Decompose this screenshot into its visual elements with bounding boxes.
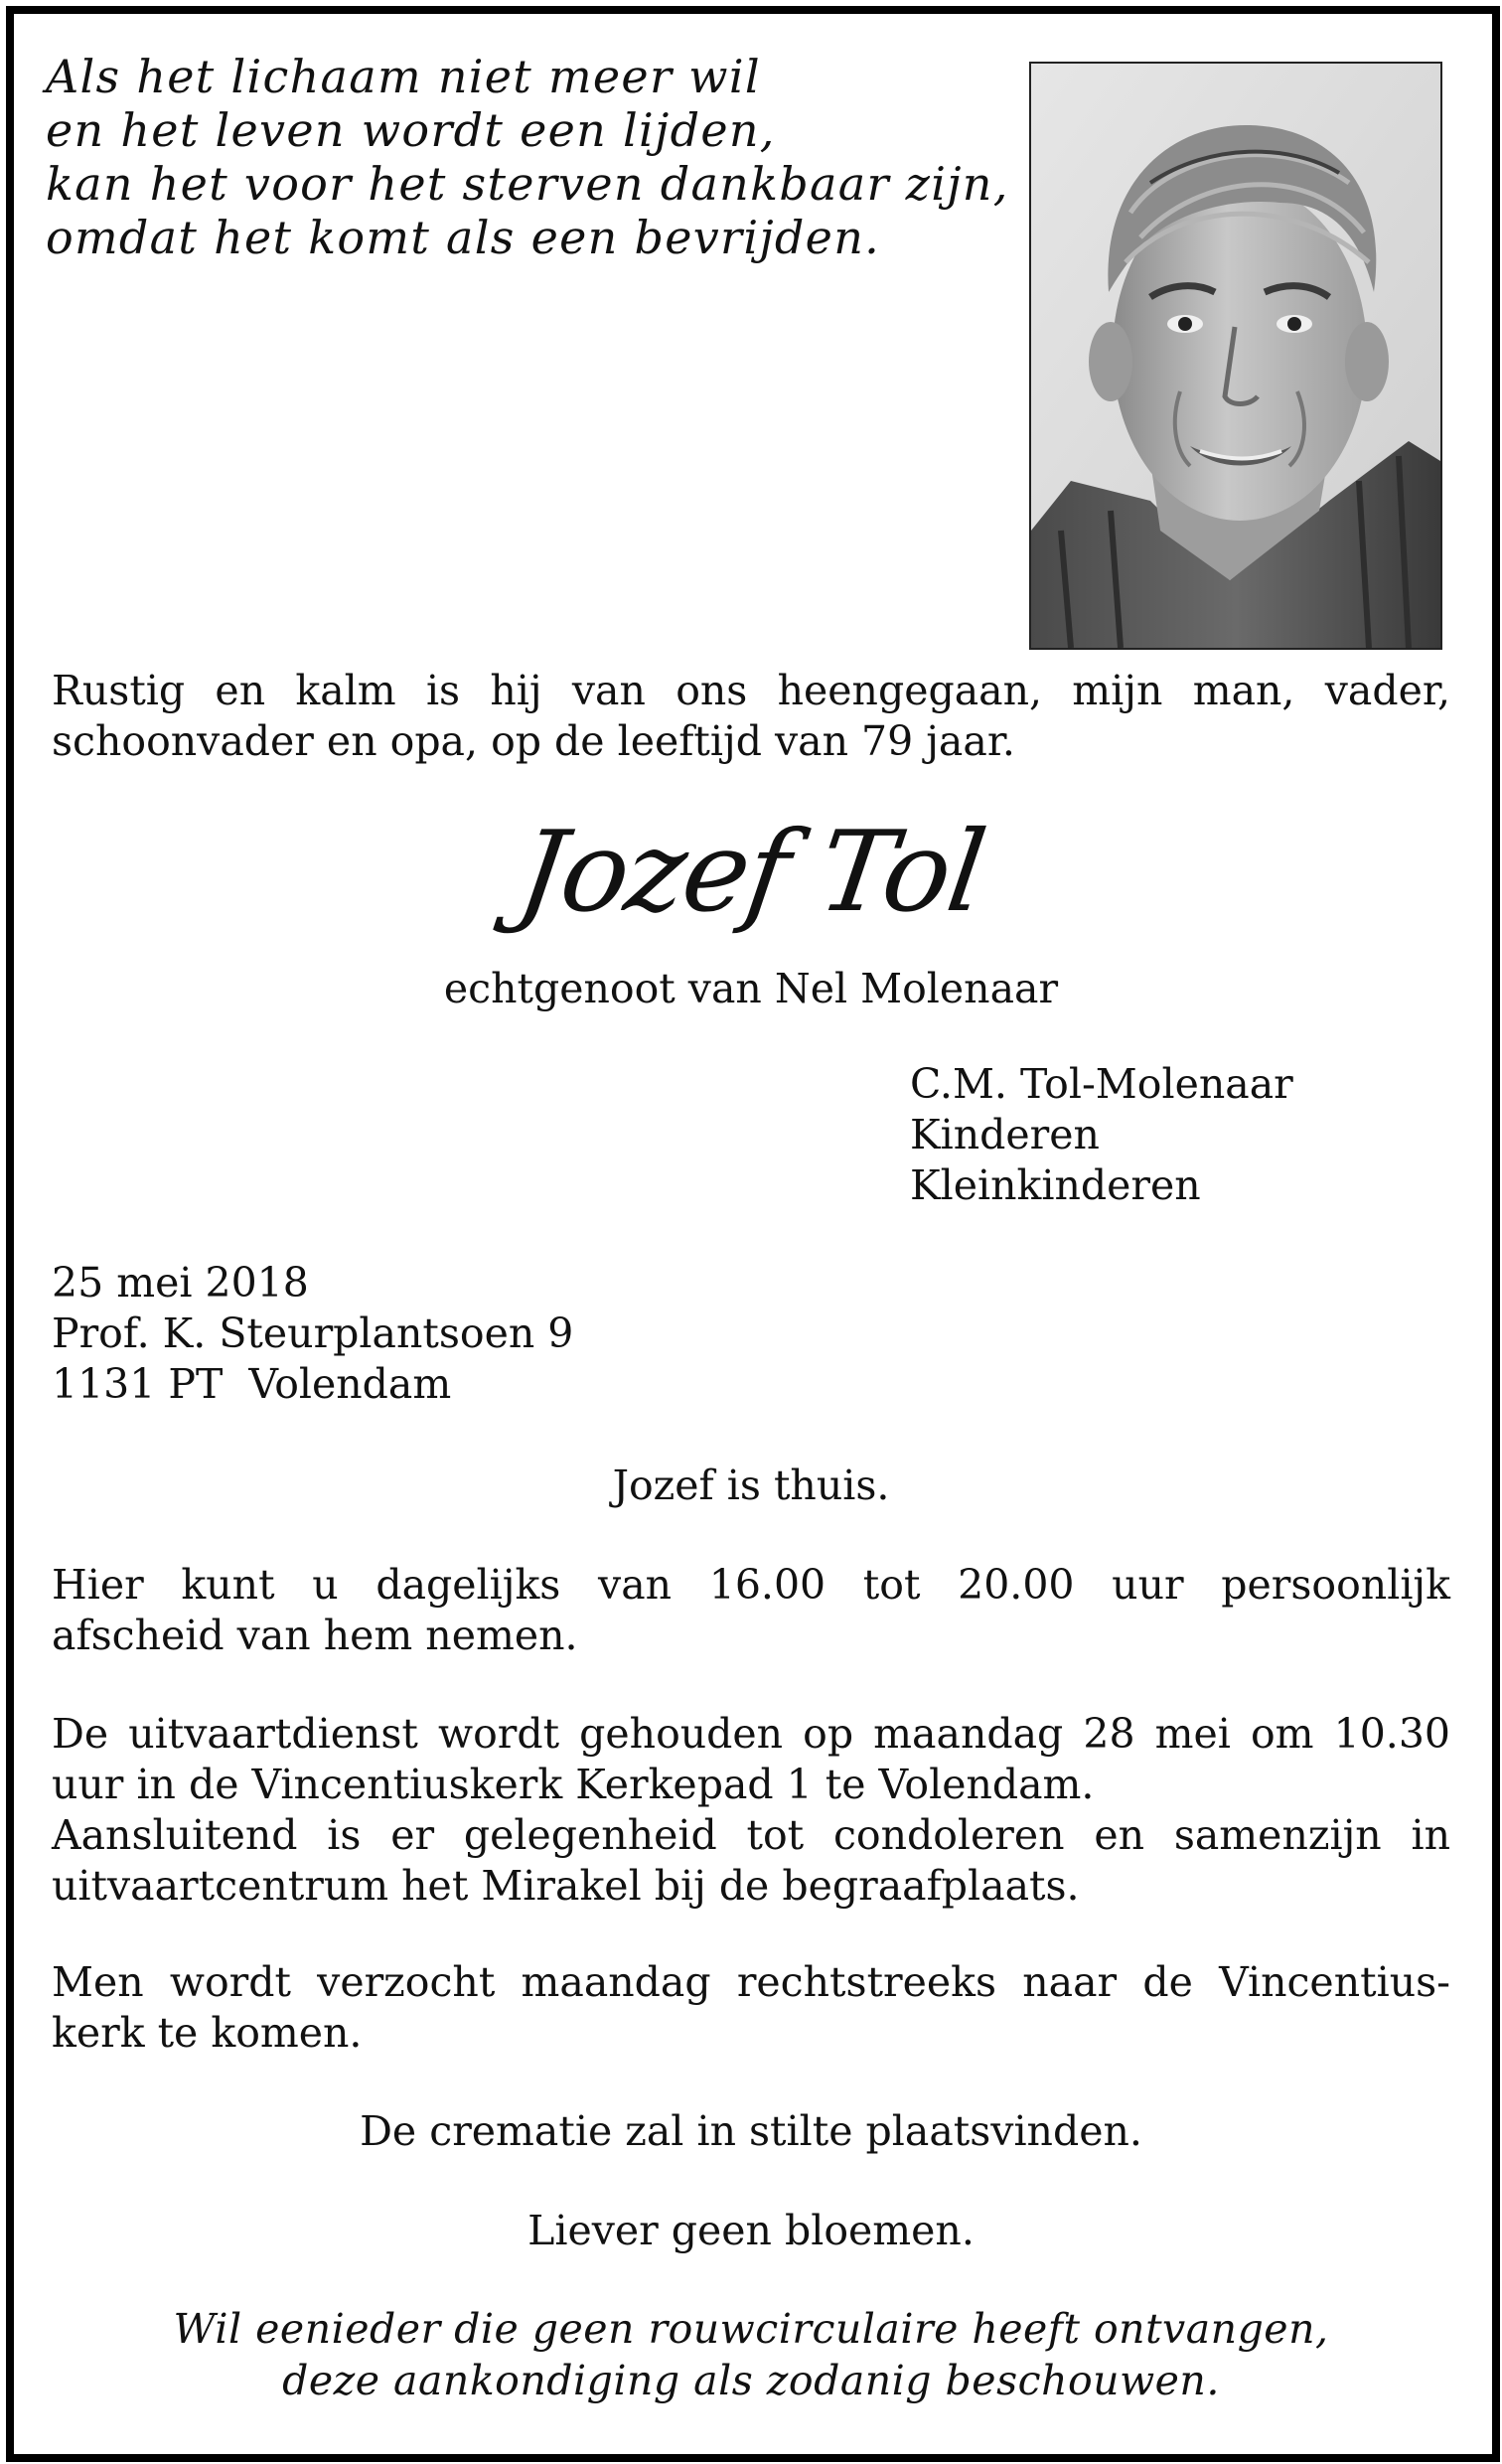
announcement-date: 25 mei 2018 [52, 1259, 309, 1307]
request-paragraph [52, 1957, 1450, 2059]
family-member: Kleinkinderen [910, 1161, 1201, 1209]
family-list [910, 1059, 1293, 1211]
service-paragraph [52, 1709, 1450, 1912]
street-address: Prof. K. Steurplantsoen 9 [52, 1309, 574, 1357]
poem-line: Als het lichaam niet meer wil [46, 50, 761, 103]
service-line: De uitvaartdienst wordt gehouden op maandag 28 mei om 10.30 [52, 1710, 1450, 1758]
flowers-line: Liever geen bloemen. [527, 2207, 975, 2254]
intro-line: schoonvader en opa, op de leeftijd van 79 jaar. [52, 717, 1015, 765]
poem-line: kan het voor het sterven dankbaar zijn, [46, 157, 1009, 211]
poem [46, 50, 1019, 264]
closing-note [52, 2303, 1450, 2406]
intro-line: Rustig en kalm is hij van ons heengegaan, mijn man, vader, [52, 667, 1450, 714]
visiting-paragraph [52, 1560, 1450, 1661]
family-member: C.M. Tol-Molenaar [910, 1060, 1293, 1108]
cremation-line: De crematie zal in stilte plaatsvinden. [360, 2107, 1142, 2155]
closing-line: Wil eenieder die geen rouwcirculaire heeft ontvangen, [173, 2305, 1329, 2353]
deceased-name: Jozef Tol [510, 808, 992, 937]
service-line: uitvaartcentrum het Mirakel bij de begraafplaats. [52, 1862, 1080, 1910]
service-line: Aansluitend is er gelegenheid tot condoleren en samenzijn in [52, 1811, 1450, 1859]
home-line: Jozef is thuis. [612, 1462, 890, 1509]
poem-line: omdat het komt als een bevrijden. [46, 211, 881, 264]
address-block [52, 1258, 573, 1410]
service-line: uur in de Vincentiuskerk Kerkepad 1 te Volendam. [52, 1761, 1095, 1808]
intro-paragraph [52, 666, 1450, 767]
request-line: Men wordt verzocht maandag rechtstreeks naar de Vincentius- [52, 1958, 1450, 2006]
portrait-illustration [1031, 64, 1440, 648]
portrait-photo [1029, 62, 1442, 650]
visiting-line: afscheid van hem nemen. [52, 1612, 578, 1659]
poem-line: en het leven wordt een lijden, [46, 103, 776, 157]
request-line: kerk te komen. [52, 2009, 363, 2057]
family-member: Kinderen [910, 1111, 1100, 1158]
visiting-line: Hier kunt u dagelijks van 16.00 tot 20.00 uur persoonlijk [52, 1561, 1450, 1609]
spouse-line: echtgenoot van Nel Molenaar [443, 965, 1059, 1012]
postal-city: 1131 PT Volendam [52, 1360, 452, 1408]
closing-line: deze aankondiging als zodanig beschouwen. [282, 2357, 1220, 2404]
